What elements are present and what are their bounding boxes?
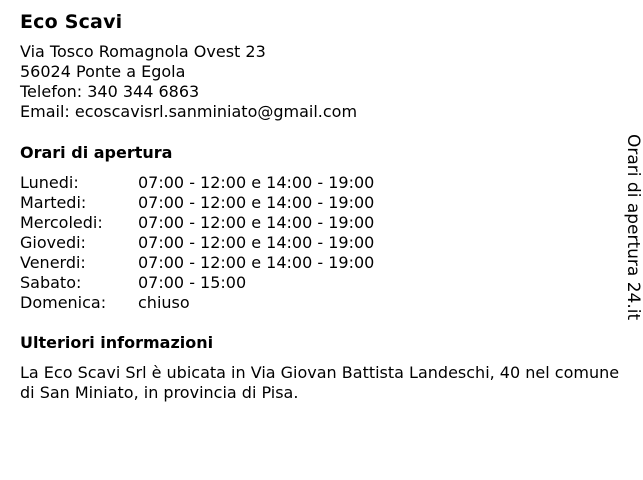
hours-row-domenica bbox=[20, 293, 620, 313]
opening-hours-title: Orari di apertura bbox=[20, 143, 173, 162]
further-info-text: La Eco Scavi Srl è ubicata in Via Giovan Battista Landeschi, 40 nel comune di San Miniato, in provincia di Pisa. bbox=[20, 363, 620, 402]
time-range: 07:00 - 12:00 e 14:00 - 19:00 bbox=[138, 213, 375, 232]
time-range: 07:00 - 15:00 bbox=[138, 273, 247, 292]
time-range: chiuso bbox=[138, 293, 190, 312]
email-address: Email: ecoscavisrl.sanminiato@gmail.com bbox=[20, 102, 358, 121]
business-name: Eco Scavi bbox=[20, 11, 123, 33]
address-line-2: 56024 Ponte a Egola bbox=[20, 62, 186, 81]
time-range: 07:00 - 12:00 e 14:00 - 19:00 bbox=[138, 253, 375, 272]
day-label: Sabato: bbox=[20, 273, 82, 292]
opening-hours-table bbox=[20, 173, 620, 313]
further-info-title: Ulteriori informazioni bbox=[20, 333, 214, 352]
day-label: Giovedi: bbox=[20, 233, 86, 252]
time-range: 07:00 - 12:00 e 14:00 - 19:00 bbox=[138, 193, 375, 212]
day-label: Lunedi: bbox=[20, 173, 79, 192]
business-card bbox=[20, 10, 620, 403]
day-label: Domenica: bbox=[20, 293, 107, 312]
day-label: Mercoledi: bbox=[20, 213, 103, 232]
hours-row-mercoledi bbox=[20, 213, 620, 233]
hours-row-venerdi bbox=[20, 253, 620, 273]
hours-row-giovedi bbox=[20, 233, 620, 253]
day-label: Venerdi: bbox=[20, 253, 86, 272]
time-range: 07:00 - 12:00 e 14:00 - 19:00 bbox=[138, 233, 375, 252]
site-brand-vertical: Orari di apertura 24.it bbox=[623, 134, 643, 321]
hours-row-lunedi bbox=[20, 173, 620, 193]
address-line-1: Via Tosco Romagnola Ovest 23 bbox=[20, 42, 266, 61]
phone-number: Telefon: 340 344 6863 bbox=[20, 82, 200, 101]
hours-row-sabato bbox=[20, 273, 620, 293]
day-label: Martedi: bbox=[20, 193, 87, 212]
hours-row-martedi bbox=[20, 193, 620, 213]
time-range: 07:00 - 12:00 e 14:00 - 19:00 bbox=[138, 173, 375, 192]
